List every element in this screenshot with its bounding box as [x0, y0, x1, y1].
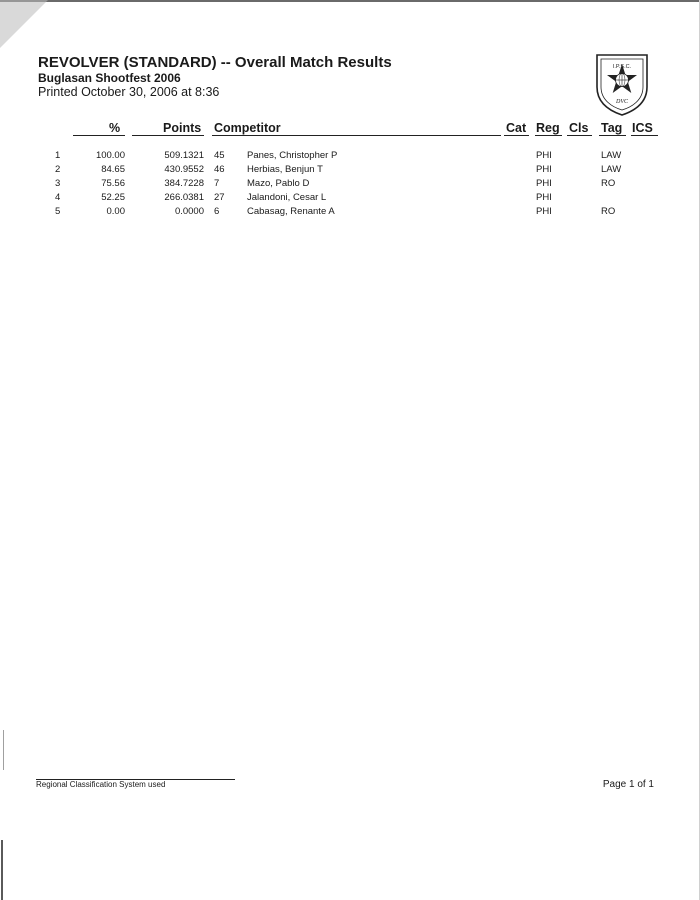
col-header-points: Points: [163, 121, 202, 135]
header-underline: [535, 135, 562, 136]
place: 5: [55, 206, 61, 217]
points: 384.7228: [164, 178, 204, 189]
points: 0.0000: [174, 206, 204, 217]
header-underline: [567, 135, 592, 136]
region: PHI: [536, 164, 552, 175]
competitor-number: 7: [214, 178, 220, 189]
competitor-name: Cabasag, Renante A: [247, 206, 335, 217]
place: 1: [55, 150, 61, 161]
tag: LAW: [601, 150, 622, 161]
region: PHI: [536, 178, 552, 189]
tag: RO: [601, 178, 616, 189]
col-header-tag: Tag: [601, 121, 623, 135]
points: 509.1321: [164, 150, 204, 161]
scan-mark: [1, 840, 3, 900]
col-header-cat: Cat: [506, 121, 527, 135]
region: PHI: [536, 206, 552, 217]
percent: 100.00: [95, 150, 125, 161]
col-header-cls: Cls: [569, 121, 589, 135]
svg-text:DVC: DVC: [616, 99, 628, 105]
place: 2: [55, 164, 61, 175]
scan-mark: [3, 730, 4, 770]
place: 3: [55, 178, 61, 189]
page-number: Page 1 of 1: [602, 779, 654, 790]
classification-note: Regional Classification System used: [36, 780, 166, 789]
header-underline: [132, 135, 204, 136]
match-name: Buglasan Shootfest 2006: [38, 71, 181, 85]
printed-date: Printed October 30, 2006 at 8:36: [38, 85, 220, 99]
competitor-number: 6: [214, 206, 220, 217]
percent: 0.00: [106, 206, 125, 217]
region: PHI: [536, 150, 552, 161]
competitor-name: Herbias, Benjun T: [247, 164, 323, 175]
competitor-name: Panes, Christopher P: [247, 150, 338, 161]
col-header-ics: ICS: [632, 121, 653, 135]
header-underline: [631, 135, 658, 136]
header-underline: [212, 135, 501, 136]
header-underline: [73, 135, 125, 136]
svg-text:I.P.S.C.: I.P.S.C.: [612, 64, 632, 70]
points: 430.9552: [164, 164, 204, 175]
folded-corner: [0, 0, 48, 48]
tag: LAW: [601, 164, 622, 175]
competitor-number: 46: [214, 164, 225, 175]
col-header-percent: %: [109, 121, 121, 135]
percent: 75.56: [101, 178, 125, 189]
scan-edge: [0, 0, 700, 2]
col-header-competitor: Competitor: [214, 121, 281, 135]
header-underline: [599, 135, 626, 136]
competitor-name: Jalandoni, Cesar L: [247, 192, 327, 203]
report-title: REVOLVER (STANDARD) -- Overall Match Results: [38, 54, 392, 71]
place: 4: [55, 192, 61, 203]
region: PHI: [536, 192, 552, 203]
header-underline: [504, 135, 529, 136]
competitor-name: Mazo, Pablo D: [247, 178, 310, 189]
competitor-number: 45: [214, 150, 225, 161]
percent: 52.25: [101, 192, 125, 203]
points: 266.0381: [164, 192, 204, 203]
competitor-number: 27: [214, 192, 225, 203]
col-header-reg: Reg: [536, 121, 560, 135]
ipsc-shield-logo-icon: [594, 53, 650, 117]
percent: 84.65: [101, 164, 125, 175]
tag: RO: [601, 206, 616, 217]
